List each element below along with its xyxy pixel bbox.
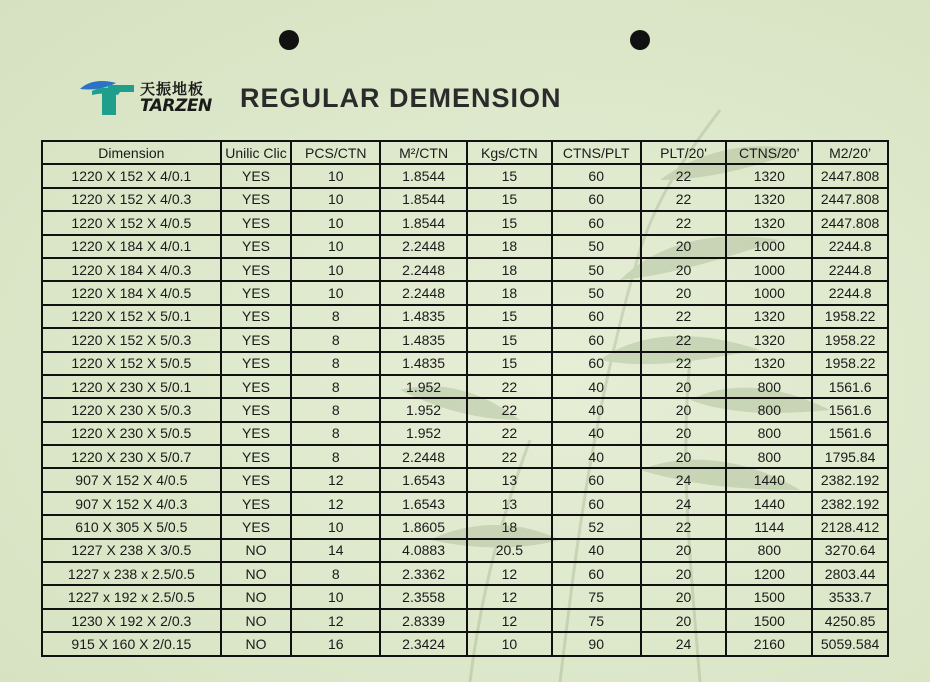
cell-m2-per-ctn: 4.0883 bbox=[380, 539, 467, 562]
cell-kgs-per-ctn: 15 bbox=[467, 328, 552, 351]
cell-ctns-per-20: 1000 bbox=[726, 235, 812, 258]
cell-pcs-per-ctn: 10 bbox=[291, 258, 380, 281]
cell-ctns-per-plt: 60 bbox=[552, 211, 641, 234]
cell-kgs-per-ctn: 12 bbox=[467, 585, 552, 608]
table-row bbox=[42, 211, 888, 234]
cell-pcs-per-ctn: 8 bbox=[291, 422, 380, 445]
cell-unilic-clic: YES bbox=[221, 398, 292, 421]
cell-m2-per-20: 2128.412 bbox=[812, 515, 888, 538]
table-row bbox=[42, 585, 888, 608]
cell-ctns-per-plt: 90 bbox=[552, 632, 641, 655]
cell-m2-per-20: 1561.6 bbox=[812, 422, 888, 445]
cell-unilic-clic: YES bbox=[221, 258, 292, 281]
cell-ctns-per-plt: 60 bbox=[552, 492, 641, 515]
cell-m2-per-20: 1561.6 bbox=[812, 375, 888, 398]
cell-pcs-per-ctn: 10 bbox=[291, 515, 380, 538]
cell-ctns-per-20: 800 bbox=[726, 422, 812, 445]
cell-kgs-per-ctn: 18 bbox=[467, 235, 552, 258]
cell-pcs-per-ctn: 12 bbox=[291, 609, 380, 632]
cell-m2-per-ctn: 2.3362 bbox=[380, 562, 467, 585]
cell-m2-per-20: 2447.808 bbox=[812, 211, 888, 234]
cell-kgs-per-ctn: 20.5 bbox=[467, 539, 552, 562]
cell-unilic-clic: YES bbox=[221, 281, 292, 304]
cell-unilic-clic: YES bbox=[221, 352, 292, 375]
cell-m2-per-ctn: 1.952 bbox=[380, 398, 467, 421]
cell-plt-per-20: 20 bbox=[641, 281, 727, 304]
cell-ctns-per-20: 800 bbox=[726, 445, 812, 468]
cell-m2-per-ctn: 1.6543 bbox=[380, 468, 467, 491]
cell-dimension: 610 X 305 X 5/0.5 bbox=[42, 515, 221, 538]
cell-m2-per-20: 2447.808 bbox=[812, 188, 888, 211]
cell-plt-per-20: 20 bbox=[641, 562, 727, 585]
cell-kgs-per-ctn: 18 bbox=[467, 258, 552, 281]
cell-plt-per-20: 20 bbox=[641, 235, 727, 258]
cell-ctns-per-plt: 50 bbox=[552, 235, 641, 258]
cell-ctns-per-20: 1440 bbox=[726, 492, 812, 515]
cell-ctns-per-20: 1440 bbox=[726, 468, 812, 491]
cell-dimension: 1220 X 184 X 4/0.1 bbox=[42, 235, 221, 258]
cell-unilic-clic: NO bbox=[221, 539, 292, 562]
cell-plt-per-20: 20 bbox=[641, 539, 727, 562]
cell-m2-per-20: 2803.44 bbox=[812, 562, 888, 585]
cell-pcs-per-ctn: 12 bbox=[291, 468, 380, 491]
cell-m2-per-20: 2244.8 bbox=[812, 235, 888, 258]
table-row bbox=[42, 632, 888, 655]
cell-dimension: 1220 X 230 X 5/0.7 bbox=[42, 445, 221, 468]
cell-pcs-per-ctn: 8 bbox=[291, 328, 380, 351]
cell-ctns-per-plt: 75 bbox=[552, 585, 641, 608]
column-header-m2-per-ctn: M²/CTN bbox=[380, 141, 467, 164]
cell-m2-per-20: 2447.808 bbox=[812, 164, 888, 187]
cell-m2-per-ctn: 1.952 bbox=[380, 422, 467, 445]
cell-plt-per-20: 24 bbox=[641, 468, 727, 491]
dimension-table bbox=[41, 140, 889, 657]
column-header-m2-per-20: M2/20’ bbox=[812, 141, 888, 164]
cell-m2-per-ctn: 1.952 bbox=[380, 375, 467, 398]
cell-m2-per-20: 3270.64 bbox=[812, 539, 888, 562]
cell-ctns-per-20: 1320 bbox=[726, 164, 812, 187]
cell-ctns-per-20: 1144 bbox=[726, 515, 812, 538]
cell-ctns-per-plt: 60 bbox=[552, 328, 641, 351]
cell-ctns-per-plt: 60 bbox=[552, 468, 641, 491]
cell-ctns-per-20: 1500 bbox=[726, 585, 812, 608]
cell-dimension: 1227 X 238 X 3/0.5 bbox=[42, 539, 221, 562]
cell-kgs-per-ctn: 18 bbox=[467, 281, 552, 304]
cell-m2-per-20: 1958.22 bbox=[812, 328, 888, 351]
table-body bbox=[42, 164, 888, 655]
cell-unilic-clic: YES bbox=[221, 515, 292, 538]
cell-plt-per-20: 22 bbox=[641, 515, 727, 538]
cell-kgs-per-ctn: 15 bbox=[467, 305, 552, 328]
cell-ctns-per-20: 1320 bbox=[726, 352, 812, 375]
table-row bbox=[42, 375, 888, 398]
cell-dimension: 1220 X 152 X 4/0.3 bbox=[42, 188, 221, 211]
cell-dimension: 1227 x 192 x 2.5/0.5 bbox=[42, 585, 221, 608]
cell-dimension: 1220 X 230 X 5/0.5 bbox=[42, 422, 221, 445]
table-header-row bbox=[42, 141, 888, 164]
cell-dimension: 1220 X 152 X 5/0.1 bbox=[42, 305, 221, 328]
table-row bbox=[42, 539, 888, 562]
cell-pcs-per-ctn: 8 bbox=[291, 375, 380, 398]
cell-kgs-per-ctn: 15 bbox=[467, 211, 552, 234]
cell-pcs-per-ctn: 10 bbox=[291, 188, 380, 211]
cell-pcs-per-ctn: 12 bbox=[291, 492, 380, 515]
cell-dimension: 1220 X 184 X 4/0.3 bbox=[42, 258, 221, 281]
cell-kgs-per-ctn: 15 bbox=[467, 188, 552, 211]
cell-plt-per-20: 20 bbox=[641, 398, 727, 421]
cell-plt-per-20: 20 bbox=[641, 445, 727, 468]
cell-plt-per-20: 22 bbox=[641, 328, 727, 351]
cell-dimension: 1220 X 152 X 4/0.1 bbox=[42, 164, 221, 187]
cell-pcs-per-ctn: 10 bbox=[291, 585, 380, 608]
cell-plt-per-20: 24 bbox=[641, 492, 727, 515]
cell-ctns-per-plt: 60 bbox=[552, 164, 641, 187]
cell-plt-per-20: 20 bbox=[641, 585, 727, 608]
cell-plt-per-20: 20 bbox=[641, 609, 727, 632]
page-title: REGULAR DEMENSION bbox=[240, 83, 562, 113]
cell-unilic-clic: YES bbox=[221, 445, 292, 468]
cell-m2-per-ctn: 1.6543 bbox=[380, 492, 467, 515]
cell-unilic-clic: YES bbox=[221, 235, 292, 258]
cell-m2-per-ctn: 1.8605 bbox=[380, 515, 467, 538]
cell-m2-per-20: 2382.192 bbox=[812, 468, 888, 491]
cell-unilic-clic: YES bbox=[221, 188, 292, 211]
cell-pcs-per-ctn: 10 bbox=[291, 164, 380, 187]
cell-pcs-per-ctn: 16 bbox=[291, 632, 380, 655]
cell-m2-per-20: 3533.7 bbox=[812, 585, 888, 608]
cell-kgs-per-ctn: 13 bbox=[467, 492, 552, 515]
table-row bbox=[42, 398, 888, 421]
cell-unilic-clic: YES bbox=[221, 422, 292, 445]
cell-ctns-per-20: 1200 bbox=[726, 562, 812, 585]
cell-plt-per-20: 22 bbox=[641, 211, 727, 234]
cell-unilic-clic: YES bbox=[221, 211, 292, 234]
column-header-unilic-clic: Unilic Clic bbox=[221, 141, 292, 164]
cell-kgs-per-ctn: 22 bbox=[467, 422, 552, 445]
cell-ctns-per-plt: 50 bbox=[552, 281, 641, 304]
punch-hole-right bbox=[630, 30, 650, 50]
cell-dimension: 1220 X 230 X 5/0.3 bbox=[42, 398, 221, 421]
table-row bbox=[42, 515, 888, 538]
cell-unilic-clic: NO bbox=[221, 632, 292, 655]
cell-kgs-per-ctn: 15 bbox=[467, 352, 552, 375]
cell-ctns-per-20: 1500 bbox=[726, 609, 812, 632]
cell-m2-per-20: 1958.22 bbox=[812, 352, 888, 375]
cell-plt-per-20: 22 bbox=[641, 188, 727, 211]
cell-ctns-per-plt: 60 bbox=[552, 188, 641, 211]
cell-m2-per-ctn: 1.4835 bbox=[380, 328, 467, 351]
cell-ctns-per-plt: 40 bbox=[552, 375, 641, 398]
cell-m2-per-ctn: 2.2448 bbox=[380, 235, 467, 258]
column-header-kgs-per-ctn: Kgs/CTN bbox=[467, 141, 552, 164]
cell-ctns-per-plt: 75 bbox=[552, 609, 641, 632]
cell-plt-per-20: 22 bbox=[641, 305, 727, 328]
table-row bbox=[42, 422, 888, 445]
cell-ctns-per-20: 1000 bbox=[726, 281, 812, 304]
cell-ctns-per-20: 1320 bbox=[726, 211, 812, 234]
cell-ctns-per-plt: 60 bbox=[552, 352, 641, 375]
cell-m2-per-ctn: 1.4835 bbox=[380, 352, 467, 375]
cell-m2-per-ctn: 2.2448 bbox=[380, 445, 467, 468]
cell-plt-per-20: 22 bbox=[641, 164, 727, 187]
table-row bbox=[42, 492, 888, 515]
cell-ctns-per-20: 800 bbox=[726, 375, 812, 398]
table-row bbox=[42, 562, 888, 585]
punch-hole-left bbox=[279, 30, 299, 50]
cell-kgs-per-ctn: 13 bbox=[467, 468, 552, 491]
cell-plt-per-20: 20 bbox=[641, 422, 727, 445]
cell-unilic-clic: YES bbox=[221, 468, 292, 491]
cell-ctns-per-20: 800 bbox=[726, 539, 812, 562]
cell-m2-per-ctn: 2.2448 bbox=[380, 281, 467, 304]
cell-m2-per-20: 1561.6 bbox=[812, 398, 888, 421]
cell-dimension: 907 X 152 X 4/0.3 bbox=[42, 492, 221, 515]
cell-m2-per-20: 2244.8 bbox=[812, 281, 888, 304]
cell-unilic-clic: YES bbox=[221, 492, 292, 515]
cell-ctns-per-plt: 60 bbox=[552, 305, 641, 328]
cell-ctns-per-plt: 40 bbox=[552, 539, 641, 562]
cell-m2-per-ctn: 2.3424 bbox=[380, 632, 467, 655]
cell-m2-per-ctn: 2.8339 bbox=[380, 609, 467, 632]
cell-kgs-per-ctn: 22 bbox=[467, 398, 552, 421]
cell-ctns-per-plt: 52 bbox=[552, 515, 641, 538]
cell-dimension: 1220 X 152 X 5/0.3 bbox=[42, 328, 221, 351]
cell-unilic-clic: YES bbox=[221, 328, 292, 351]
cell-kgs-per-ctn: 12 bbox=[467, 609, 552, 632]
brand-english-name: TARZEN bbox=[140, 96, 212, 116]
tarzen-logo-mark-icon bbox=[78, 79, 134, 115]
cell-ctns-per-20: 1000 bbox=[726, 258, 812, 281]
cell-kgs-per-ctn: 15 bbox=[467, 164, 552, 187]
cell-ctns-per-20: 1320 bbox=[726, 328, 812, 351]
cell-dimension: 1220 X 152 X 4/0.5 bbox=[42, 211, 221, 234]
cell-plt-per-20: 22 bbox=[641, 352, 727, 375]
cell-m2-per-ctn: 2.2448 bbox=[380, 258, 467, 281]
cell-m2-per-ctn: 2.3558 bbox=[380, 585, 467, 608]
table-row bbox=[42, 445, 888, 468]
cell-unilic-clic: YES bbox=[221, 305, 292, 328]
cell-m2-per-20: 1795.84 bbox=[812, 445, 888, 468]
cell-m2-per-ctn: 1.8544 bbox=[380, 188, 467, 211]
cell-ctns-per-20: 1320 bbox=[726, 188, 812, 211]
cell-plt-per-20: 20 bbox=[641, 258, 727, 281]
cell-ctns-per-20: 2160 bbox=[726, 632, 812, 655]
cell-unilic-clic: NO bbox=[221, 585, 292, 608]
cell-kgs-per-ctn: 22 bbox=[467, 375, 552, 398]
cell-pcs-per-ctn: 8 bbox=[291, 445, 380, 468]
cell-dimension: 907 X 152 X 4/0.5 bbox=[42, 468, 221, 491]
table-row bbox=[42, 468, 888, 491]
cell-ctns-per-plt: 60 bbox=[552, 562, 641, 585]
cell-ctns-per-plt: 40 bbox=[552, 445, 641, 468]
cell-pcs-per-ctn: 8 bbox=[291, 305, 380, 328]
table-row bbox=[42, 352, 888, 375]
tarzen-logo bbox=[78, 76, 228, 116]
cell-pcs-per-ctn: 8 bbox=[291, 398, 380, 421]
cell-kgs-per-ctn: 22 bbox=[467, 445, 552, 468]
cell-dimension: 1230 X 192 X 2/0.3 bbox=[42, 609, 221, 632]
cell-unilic-clic: NO bbox=[221, 609, 292, 632]
cell-dimension: 1220 X 184 X 4/0.5 bbox=[42, 281, 221, 304]
cell-pcs-per-ctn: 8 bbox=[291, 352, 380, 375]
column-header-ctns-per-plt: CTNS/PLT bbox=[552, 141, 641, 164]
cell-m2-per-ctn: 1.4835 bbox=[380, 305, 467, 328]
cell-dimension: 1220 X 152 X 5/0.5 bbox=[42, 352, 221, 375]
table-row bbox=[42, 305, 888, 328]
cell-m2-per-20: 1958.22 bbox=[812, 305, 888, 328]
cell-m2-per-20: 2382.192 bbox=[812, 492, 888, 515]
cell-m2-per-ctn: 1.8544 bbox=[380, 211, 467, 234]
cell-pcs-per-ctn: 10 bbox=[291, 211, 380, 234]
cell-kgs-per-ctn: 18 bbox=[467, 515, 552, 538]
table-row bbox=[42, 258, 888, 281]
table-row bbox=[42, 328, 888, 351]
cell-dimension: 1227 x 238 x 2.5/0.5 bbox=[42, 562, 221, 585]
cell-ctns-per-plt: 40 bbox=[552, 398, 641, 421]
cell-dimension: 915 X 160 X 2/0.15 bbox=[42, 632, 221, 655]
cell-ctns-per-20: 800 bbox=[726, 398, 812, 421]
cell-plt-per-20: 20 bbox=[641, 375, 727, 398]
cell-pcs-per-ctn: 10 bbox=[291, 235, 380, 258]
cell-ctns-per-20: 1320 bbox=[726, 305, 812, 328]
cell-dimension: 1220 X 230 X 5/0.1 bbox=[42, 375, 221, 398]
table-row bbox=[42, 235, 888, 258]
cell-ctns-per-plt: 40 bbox=[552, 422, 641, 445]
column-header-dimension: Dimension bbox=[42, 141, 221, 164]
cell-ctns-per-plt: 50 bbox=[552, 258, 641, 281]
brand-chinese-name: 天振地板 bbox=[140, 80, 205, 98]
column-header-ctns-per-20: CTNS/20’ bbox=[726, 141, 812, 164]
cell-unilic-clic: YES bbox=[221, 164, 292, 187]
cell-kgs-per-ctn: 10 bbox=[467, 632, 552, 655]
cell-plt-per-20: 24 bbox=[641, 632, 727, 655]
table-row bbox=[42, 164, 888, 187]
cell-pcs-per-ctn: 8 bbox=[291, 562, 380, 585]
cell-unilic-clic: NO bbox=[221, 562, 292, 585]
cell-m2-per-20: 5059.584 bbox=[812, 632, 888, 655]
cell-unilic-clic: YES bbox=[221, 375, 292, 398]
cell-m2-per-20: 2244.8 bbox=[812, 258, 888, 281]
table-row bbox=[42, 281, 888, 304]
cell-kgs-per-ctn: 12 bbox=[467, 562, 552, 585]
cell-m2-per-ctn: 1.8544 bbox=[380, 164, 467, 187]
column-header-pcs-per-ctn: PCS/CTN bbox=[291, 141, 380, 164]
table-row bbox=[42, 188, 888, 211]
cell-pcs-per-ctn: 14 bbox=[291, 539, 380, 562]
table-row bbox=[42, 609, 888, 632]
cell-pcs-per-ctn: 10 bbox=[291, 281, 380, 304]
cell-m2-per-20: 4250.85 bbox=[812, 609, 888, 632]
column-header-plt-per-20: PLT/20' bbox=[641, 141, 727, 164]
